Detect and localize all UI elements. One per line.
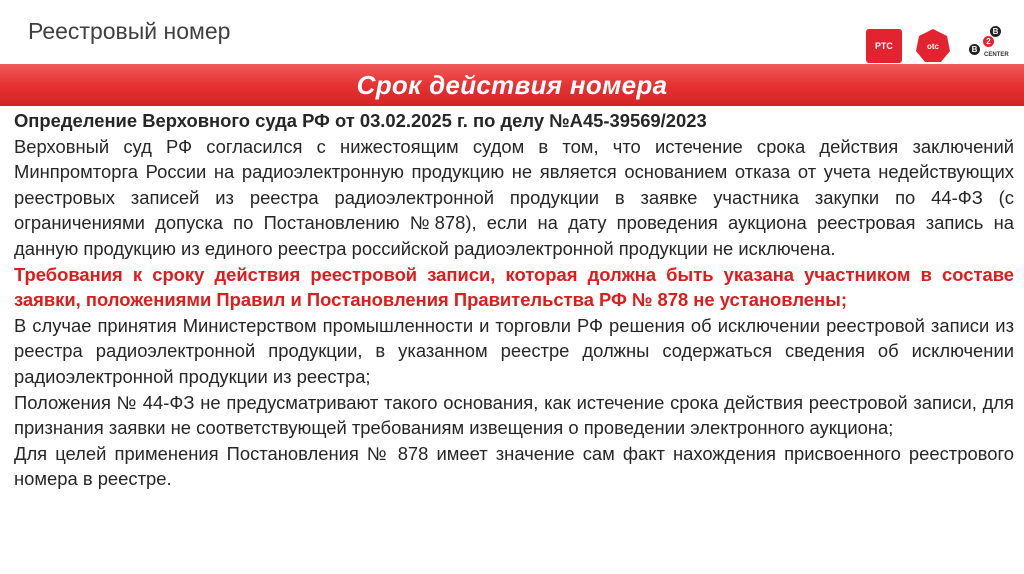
b2b-dot-left: B bbox=[969, 44, 980, 55]
rts-logo-text: РТС bbox=[875, 41, 893, 51]
b2b-dot-top: B bbox=[990, 26, 1001, 37]
rts-logo bbox=[866, 29, 902, 63]
page-title: Реестровый номер bbox=[28, 18, 231, 44]
banner-title: Срок действия номера bbox=[356, 69, 668, 100]
content-body bbox=[14, 108, 1014, 492]
paragraph-878-application: Для целей применения Постановления № 878 имеет значение сам факт нахождения присвоенного реестрового номера в реестре. bbox=[14, 442, 1014, 490]
b2b-center-text: CENTER bbox=[984, 52, 1009, 58]
section-banner bbox=[0, 64, 1024, 106]
court-ruling-heading: Определение Верховного суда РФ от 03.02.2025 г. по делу №А45-39569/2023 bbox=[14, 110, 707, 131]
ots-logo bbox=[914, 27, 952, 65]
b2b-center-logo bbox=[964, 26, 1010, 66]
ots-logo-text: otc bbox=[927, 41, 939, 51]
highlighted-requirement: Требования к сроку действия реестровой записи, которая должна быть указана участником в составе заявки, положениями Правил и Постановления Правительства РФ № 878 не установлены; bbox=[14, 263, 1014, 311]
paragraph-ministry-decision: В случае принятия Министерством промышленности и торговли РФ решения об исключении реестровой записи из реестра радиоэлектронной продукции, в указанном реестре должны содержаться сведения об исключении радиоэлектронной продукции из реестра; bbox=[14, 314, 1014, 387]
paragraph-44fz-provisions: Положения № 44-ФЗ не предусматривают такого основания, как истечение срока действия реестровой записи, для признания заявки не соответствующей требованиям извещения о проведении электронного аукциона; bbox=[14, 391, 1014, 439]
b2b-dot-middle: 2 bbox=[983, 36, 994, 47]
partner-logos bbox=[866, 26, 1010, 66]
paragraph-supreme-court: Верховный суд РФ согласился с нижестоящим судом в том, что истечение срока действия заключений Минпромторга России на радиоэлектронную продукцию не является основанием отказа от учета недействующих реестровых записей из реестра радиоэлектронной продукции в заявке участника закупки по 44-ФЗ (с ограничениями допуска по Постановлению №878), если на дату проведения аукциона реестровая запись на данную продукцию из единого реестра российской радиоэлектронной продукции не исключена. bbox=[14, 135, 1014, 259]
